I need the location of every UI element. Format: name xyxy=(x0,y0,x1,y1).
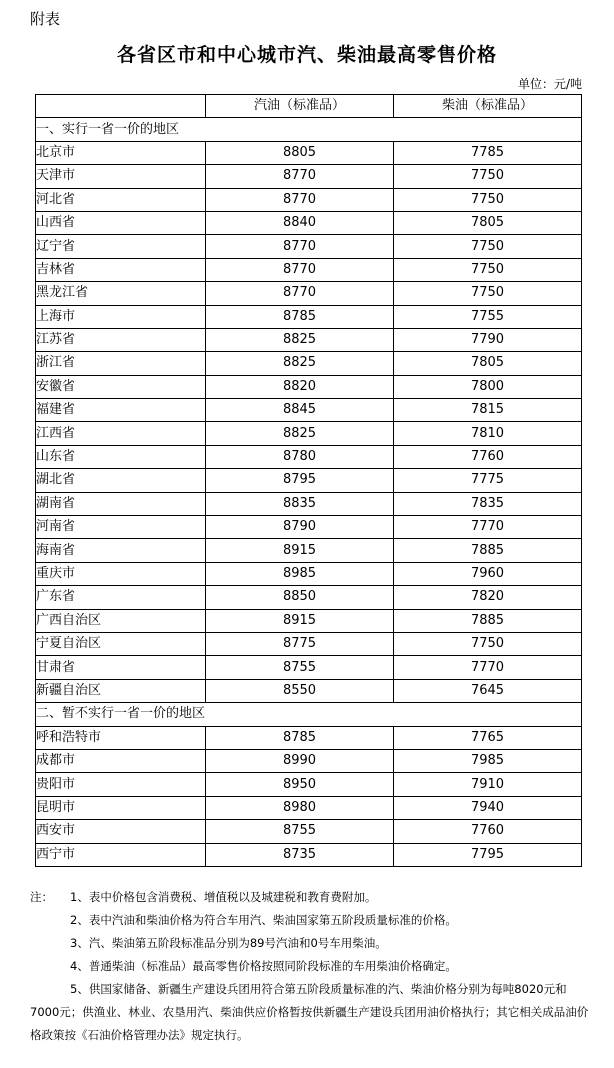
region-name: 河北省 xyxy=(36,188,206,211)
diesel-price: 7805 xyxy=(394,352,582,375)
diesel-price: 7750 xyxy=(394,165,582,188)
gasoline-price: 8805 xyxy=(206,141,394,164)
table-row xyxy=(36,586,582,609)
region-name: 贵阳市 xyxy=(36,773,206,796)
diesel-price: 7645 xyxy=(394,679,582,702)
gasoline-price: 8770 xyxy=(206,282,394,305)
table-row xyxy=(36,422,582,445)
gasoline-price: 8915 xyxy=(206,609,394,632)
appendix-label: 附表 xyxy=(30,10,61,28)
diesel-price: 7835 xyxy=(394,492,582,515)
diesel-price: 7805 xyxy=(394,211,582,234)
region-name: 北京市 xyxy=(36,141,206,164)
table-body xyxy=(36,118,582,867)
section-row xyxy=(36,703,582,726)
gasoline-price: 8770 xyxy=(206,188,394,211)
region-name: 黑龙江省 xyxy=(36,282,206,305)
gasoline-price: 8825 xyxy=(206,352,394,375)
region-name: 海南省 xyxy=(36,539,206,562)
diesel-price: 7770 xyxy=(394,656,582,679)
note-item: 注： 1、表中价格包含消费税、增值税以及城建税和教育费附加。 xyxy=(30,886,590,909)
table-row xyxy=(36,469,582,492)
table-row xyxy=(36,749,582,772)
diesel-price: 7820 xyxy=(394,586,582,609)
price-table xyxy=(35,94,582,867)
table-row xyxy=(36,820,582,843)
gasoline-price: 8825 xyxy=(206,328,394,351)
diesel-price: 7985 xyxy=(394,749,582,772)
gasoline-price: 8735 xyxy=(206,843,394,866)
table-row xyxy=(36,258,582,281)
diesel-price: 7785 xyxy=(394,141,582,164)
table-row xyxy=(36,679,582,702)
diesel-price: 7815 xyxy=(394,399,582,422)
diesel-price: 7885 xyxy=(394,539,582,562)
region-name: 上海市 xyxy=(36,305,206,328)
region-name: 江苏省 xyxy=(36,328,206,351)
region-name: 甘肃省 xyxy=(36,656,206,679)
table-row xyxy=(36,726,582,749)
diesel-price: 7750 xyxy=(394,282,582,305)
diesel-price: 7810 xyxy=(394,422,582,445)
section-title: 二、暂不实行一省一价的地区 xyxy=(36,703,582,726)
region-name: 昆明市 xyxy=(36,796,206,819)
gasoline-price: 8835 xyxy=(206,492,394,515)
gasoline-price: 8990 xyxy=(206,749,394,772)
diesel-price: 7940 xyxy=(394,796,582,819)
table-row xyxy=(36,796,582,819)
diesel-price: 7765 xyxy=(394,726,582,749)
table-row xyxy=(36,843,582,866)
gasoline-price: 8755 xyxy=(206,820,394,843)
table-row xyxy=(36,632,582,655)
table-row xyxy=(36,375,582,398)
diesel-price: 7800 xyxy=(394,375,582,398)
section-title: 一、实行一省一价的地区 xyxy=(36,118,582,141)
table-row xyxy=(36,165,582,188)
region-name: 山西省 xyxy=(36,211,206,234)
region-name: 浙江省 xyxy=(36,352,206,375)
unit-label: 单位：元/吨 xyxy=(517,77,582,91)
region-name: 重庆市 xyxy=(36,562,206,585)
diesel-price: 7755 xyxy=(394,305,582,328)
note-item: 4、普通柴油（标准品）最高零售价格按照同阶段标准的车用柴油价格确定。 xyxy=(70,959,457,973)
gasoline-price: 8785 xyxy=(206,305,394,328)
gasoline-price: 8770 xyxy=(206,165,394,188)
gasoline-price: 8850 xyxy=(206,586,394,609)
region-name: 宁夏自治区 xyxy=(36,632,206,655)
note-item: 2、表中汽油和柴油价格为符合车用汽、柴油国家第五阶段质量标准的价格。 xyxy=(70,913,457,927)
gasoline-price: 8770 xyxy=(206,258,394,281)
table-row xyxy=(36,492,582,515)
notes xyxy=(30,886,590,1047)
table-row xyxy=(36,399,582,422)
gasoline-price: 8790 xyxy=(206,516,394,539)
gasoline-price: 8840 xyxy=(206,211,394,234)
gasoline-price: 8980 xyxy=(206,796,394,819)
region-name: 河南省 xyxy=(36,516,206,539)
gasoline-price: 8780 xyxy=(206,445,394,468)
region-name: 广西自治区 xyxy=(36,609,206,632)
header-gasoline: 汽油（标准品） xyxy=(206,95,394,118)
table-row xyxy=(36,656,582,679)
table-row xyxy=(36,445,582,468)
diesel-price: 7760 xyxy=(394,820,582,843)
gasoline-price: 8770 xyxy=(206,235,394,258)
region-name: 福建省 xyxy=(36,399,206,422)
region-name: 新疆自治区 xyxy=(36,679,206,702)
table-row xyxy=(36,609,582,632)
table-row xyxy=(36,539,582,562)
gasoline-price: 8775 xyxy=(206,632,394,655)
table-row xyxy=(36,305,582,328)
page-title: 各省区市和中心城市汽、柴油最高零售价格 xyxy=(116,44,497,66)
diesel-price: 7770 xyxy=(394,516,582,539)
diesel-price: 7960 xyxy=(394,562,582,585)
diesel-price: 7750 xyxy=(394,188,582,211)
region-name: 辽宁省 xyxy=(36,235,206,258)
region-name: 成都市 xyxy=(36,749,206,772)
header-region xyxy=(36,95,206,118)
diesel-price: 7750 xyxy=(394,235,582,258)
diesel-price: 7790 xyxy=(394,328,582,351)
diesel-price: 7885 xyxy=(394,609,582,632)
note-item: 3、汽、柴油第五阶段标准品分别为89号汽油和0号车用柴油。 xyxy=(70,936,387,950)
diesel-price: 7760 xyxy=(394,445,582,468)
region-name: 湖北省 xyxy=(36,469,206,492)
table-row xyxy=(36,516,582,539)
diesel-price: 7775 xyxy=(394,469,582,492)
table-row xyxy=(36,282,582,305)
gasoline-price: 8795 xyxy=(206,469,394,492)
gasoline-price: 8825 xyxy=(206,422,394,445)
gasoline-price: 8820 xyxy=(206,375,394,398)
gasoline-price: 8755 xyxy=(206,656,394,679)
table-row xyxy=(36,352,582,375)
header-diesel: 柴油（标准品） xyxy=(394,95,582,118)
table-row xyxy=(36,188,582,211)
diesel-price: 7795 xyxy=(394,843,582,866)
diesel-price: 7910 xyxy=(394,773,582,796)
region-name: 江西省 xyxy=(36,422,206,445)
table-row xyxy=(36,562,582,585)
notes-lead: 注： xyxy=(30,890,53,904)
note-item: 5、供国家储备、新疆生产建设兵团用符合第五阶段质量标准的汽、柴油价格分别为每吨8020元和7000元；供渔业、林业、农垦用汽、柴油供应价格暂按供新疆生产建设兵团用油价格执行；其它相关成品油价格政策按《石油价格管理办法》规定执行。 xyxy=(30,982,589,1042)
gasoline-price: 8950 xyxy=(206,773,394,796)
region-name: 天津市 xyxy=(36,165,206,188)
section-row xyxy=(36,118,582,141)
diesel-price: 7750 xyxy=(394,632,582,655)
region-name: 呼和浩特市 xyxy=(36,726,206,749)
region-name: 湖南省 xyxy=(36,492,206,515)
region-name: 安徽省 xyxy=(36,375,206,398)
table-row xyxy=(36,235,582,258)
table-row xyxy=(36,211,582,234)
diesel-price: 7750 xyxy=(394,258,582,281)
region-name: 山东省 xyxy=(36,445,206,468)
region-name: 吉林省 xyxy=(36,258,206,281)
gasoline-price: 8985 xyxy=(206,562,394,585)
region-name: 西安市 xyxy=(36,820,206,843)
table-row xyxy=(36,328,582,351)
gasoline-price: 8845 xyxy=(206,399,394,422)
gasoline-price: 8915 xyxy=(206,539,394,562)
gasoline-price: 8785 xyxy=(206,726,394,749)
table-header-row xyxy=(36,95,582,118)
region-name: 广东省 xyxy=(36,586,206,609)
region-name: 西宁市 xyxy=(36,843,206,866)
table-row xyxy=(36,141,582,164)
gasoline-price: 8550 xyxy=(206,679,394,702)
table-row xyxy=(36,773,582,796)
